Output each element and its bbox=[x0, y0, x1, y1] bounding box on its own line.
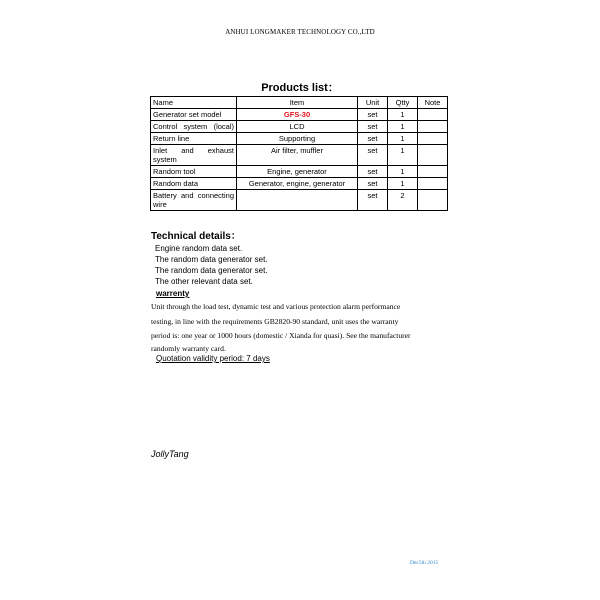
products-list-title: Products list： bbox=[261, 82, 339, 94]
row-note bbox=[418, 109, 448, 121]
quotation-validity: Quotation validity period: 7 days bbox=[156, 354, 270, 363]
row-qtty: 1 bbox=[388, 178, 418, 190]
table-header-row bbox=[151, 97, 448, 109]
row-note bbox=[418, 166, 448, 178]
row-item: LCD bbox=[237, 121, 358, 133]
technical-detail-line: The other relevant data set. bbox=[155, 277, 253, 286]
row-item: Engine, generator bbox=[237, 166, 358, 178]
column-header-qtty: Qtty bbox=[388, 97, 418, 109]
table-row bbox=[151, 178, 448, 190]
warranty-text-line: period is: one year or 1000 hours (domestic / Xianda for quasi). See the manufacturer bbox=[151, 331, 411, 340]
row-note bbox=[418, 145, 448, 166]
row-name: Inlet and exhaust system bbox=[151, 145, 237, 166]
row-item bbox=[237, 190, 358, 211]
row-unit: set bbox=[358, 145, 388, 166]
row-unit: set bbox=[358, 121, 388, 133]
row-qtty: 1 bbox=[388, 109, 418, 121]
row-name: Return line bbox=[151, 133, 237, 145]
technical-detail-line: Engine random data set. bbox=[155, 244, 243, 253]
warranty-heading: warrenty bbox=[156, 289, 190, 298]
row-note bbox=[418, 178, 448, 190]
signature-name: JollyTang bbox=[151, 449, 189, 459]
column-header-note: Note bbox=[418, 97, 448, 109]
row-qtty: 2 bbox=[388, 190, 418, 211]
row-item: Generator, engine, generator bbox=[237, 178, 358, 190]
table-row bbox=[151, 190, 448, 211]
table-row bbox=[151, 121, 448, 133]
row-note bbox=[418, 190, 448, 211]
technical-detail-line: The random data generator set. bbox=[155, 266, 268, 275]
table-row bbox=[151, 166, 448, 178]
table-row bbox=[151, 145, 448, 166]
row-item: Supporting bbox=[237, 133, 358, 145]
document-date: Dec5th 2015 bbox=[410, 560, 439, 566]
technical-details-title: Technical details： bbox=[151, 231, 241, 242]
row-unit: set bbox=[358, 166, 388, 178]
row-note bbox=[418, 121, 448, 133]
row-qtty: 1 bbox=[388, 166, 418, 178]
products-table bbox=[150, 96, 448, 211]
row-unit: set bbox=[358, 109, 388, 121]
row-qtty: 1 bbox=[388, 145, 418, 166]
row-item: GFS-30 bbox=[237, 109, 358, 121]
table-row bbox=[151, 109, 448, 121]
row-unit: set bbox=[358, 178, 388, 190]
warranty-text-line: testing, in line with the requirements GB2820-90 standard, unit uses the warranty bbox=[151, 317, 399, 326]
technical-detail-line: The random data generator set. bbox=[155, 255, 268, 264]
row-name: Random data bbox=[151, 178, 237, 190]
row-qtty: 1 bbox=[388, 133, 418, 145]
row-name: Generator set model bbox=[151, 109, 237, 121]
row-note bbox=[418, 133, 448, 145]
row-name: Control system (local) bbox=[151, 121, 237, 133]
row-name: Random tool bbox=[151, 166, 237, 178]
row-unit: set bbox=[358, 190, 388, 211]
column-header-item: Item bbox=[237, 97, 358, 109]
row-name: Battery and connecting wire bbox=[151, 190, 237, 211]
warranty-text-line: Unit through the load test, dynamic test and various protection alarm performance bbox=[151, 302, 401, 311]
row-unit: set bbox=[358, 133, 388, 145]
table-row bbox=[151, 133, 448, 145]
warranty-text-line: randomly warranty card. bbox=[151, 344, 226, 353]
row-item: Air filter, muffler bbox=[237, 145, 358, 166]
column-header-unit: Unit bbox=[358, 97, 388, 109]
row-qtty: 1 bbox=[388, 121, 418, 133]
column-header-name: Name bbox=[151, 97, 237, 109]
company-name: ANHUI LONGMAKER TECHNOLOGY CO.,LTD bbox=[225, 28, 375, 36]
